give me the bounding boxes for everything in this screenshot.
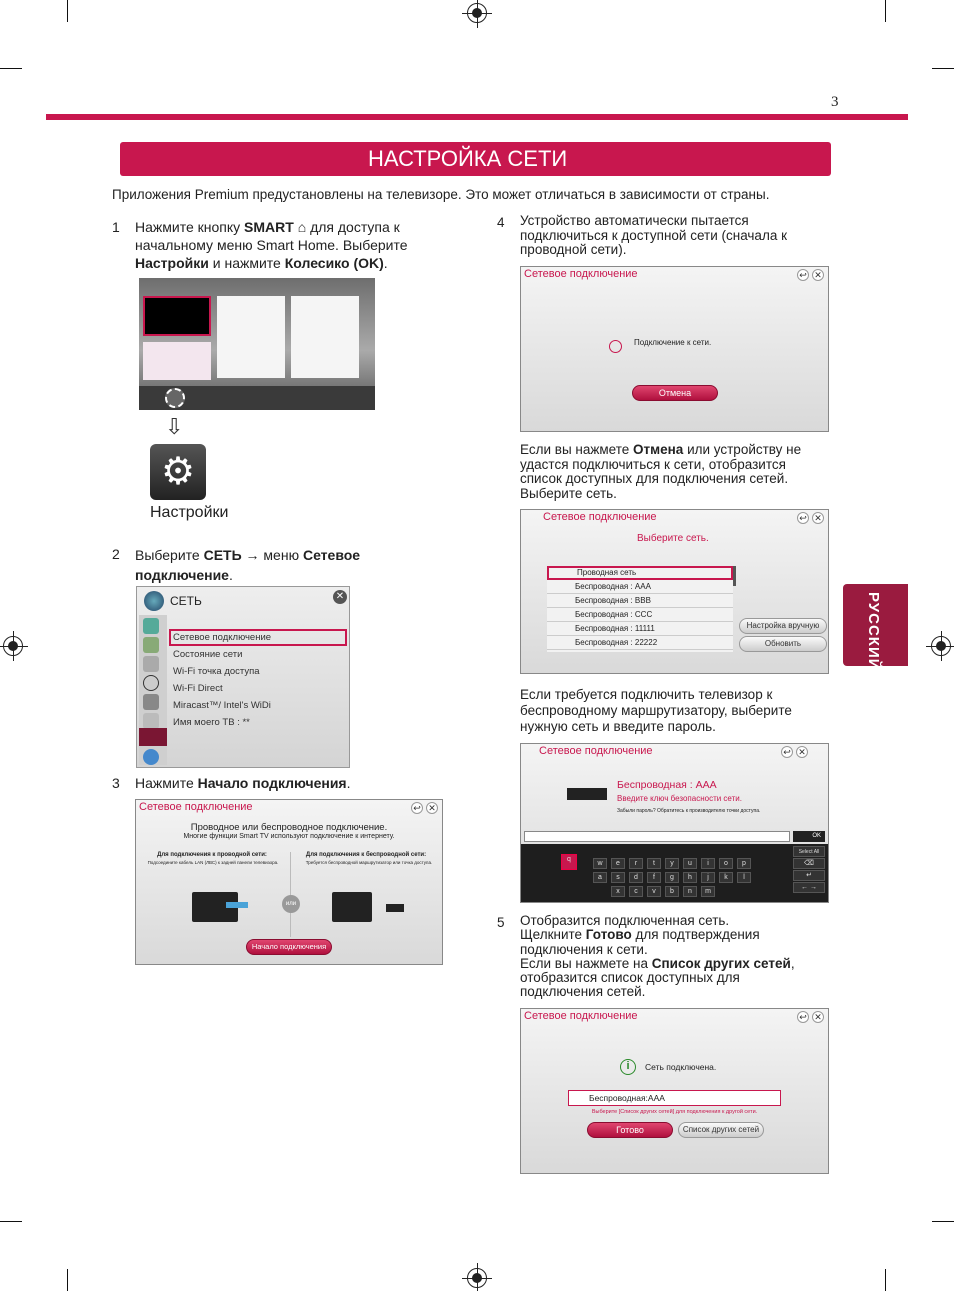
step3-t1: Нажмите (135, 775, 198, 791)
sound-icon[interactable] (143, 637, 159, 653)
step1-t3: и нажмите (208, 255, 285, 271)
step1-line2: начальному меню Smart Home. Выберите (135, 237, 408, 253)
other-networks-button[interactable]: Список других сетей (678, 1122, 764, 1138)
panel-title: СЕТЬ (170, 594, 202, 608)
spinner-icon (609, 340, 622, 353)
window-controls (781, 746, 808, 758)
key-q[interactable]: q (561, 854, 577, 870)
step2-b1: СЕТЬ (203, 547, 242, 563)
key[interactable]: l (737, 872, 751, 883)
step3-number: 3 (112, 775, 120, 791)
crop-mark (932, 1221, 954, 1222)
ok-key-label: OK (812, 833, 821, 839)
window-controls (797, 269, 824, 281)
registration-mark-icon (467, 1268, 487, 1288)
step1-number: 1 (112, 219, 120, 235)
smart-key-label: SMART (244, 219, 294, 235)
start-connection-button[interactable]: Начало подключения (246, 939, 332, 955)
globe-icon (144, 591, 164, 611)
step4-line: Устройство автоматически пытается (520, 213, 749, 228)
connection-heading: Проводное или беспроводное подключение. (190, 822, 388, 833)
p2-line: Выберите сеть. (520, 485, 617, 501)
step1-b1: Настройки (135, 255, 209, 271)
help-icon[interactable] (143, 749, 159, 765)
registration-mark-icon (931, 636, 951, 656)
forgot-text: Забыли пароль? Обратитесь к производителю точки доступа. (617, 808, 761, 814)
key[interactable]: t (647, 858, 661, 869)
p3-line: Если требуется подключить телевизор к (520, 687, 773, 702)
network-menu-panel (136, 586, 350, 768)
enter-key[interactable]: ↵ (793, 870, 825, 881)
network-row[interactable]: Беспроводная : AAA (547, 580, 733, 594)
key[interactable]: u (683, 858, 697, 869)
registration-mark-icon (467, 3, 487, 23)
connecting-window (520, 266, 829, 432)
list-scrollbar[interactable] (733, 566, 736, 586)
key[interactable]: f (647, 872, 661, 883)
p2-t1: Если вы нажмете (520, 442, 634, 457)
channel-icon[interactable] (143, 656, 159, 672)
back-icon[interactable]: ↩ (411, 802, 423, 814)
language-tab-label: РУССКИЙ (865, 592, 882, 671)
step2-b2: Сетевое (302, 547, 361, 563)
network-row-wired[interactable]: Проводная сеть (547, 566, 733, 580)
or-badge: или (282, 895, 300, 913)
key[interactable]: r (629, 858, 643, 869)
window-controls (797, 512, 824, 524)
back-icon[interactable]: ↩ (781, 746, 793, 758)
step2-t1: Выберите (135, 547, 204, 563)
network-row[interactable]: Беспроводная : BBB (547, 594, 733, 608)
window-title: Сетевое подключение (524, 1010, 638, 1022)
cancel-button[interactable]: Отмена (632, 385, 718, 401)
network-category[interactable] (139, 728, 167, 746)
page-title: НАСТРОЙКА СЕТИ (120, 142, 831, 176)
select-all-label: Select All (798, 849, 820, 855)
key[interactable]: v (647, 886, 661, 897)
home-icon: ⌂ (297, 219, 307, 235)
page-number: 3 (831, 94, 839, 110)
premium-card (143, 342, 211, 380)
key[interactable]: d (629, 872, 643, 883)
key[interactable]: e (611, 858, 625, 869)
wifi-heading: Для подключения к беспроводной сети: (305, 852, 427, 858)
menu-item-tv-name[interactable]: Имя моего ТВ : ** (173, 717, 250, 728)
step3-text (135, 774, 435, 792)
key[interactable]: h (683, 872, 697, 883)
p2-b1: Отмена (633, 442, 684, 457)
step1-t1: Нажмите кнопку (135, 219, 245, 235)
info-icon: i (620, 1059, 636, 1075)
down-arrow-icon: ⇩ (165, 414, 184, 439)
key[interactable]: x (611, 886, 625, 897)
key[interactable]: n (683, 886, 697, 897)
wired-heading: Для подключения к проводной сети: (157, 852, 267, 858)
key[interactable]: k (719, 872, 733, 883)
step1-text (135, 218, 435, 272)
network-row[interactable]: Беспроводная : 22222 (547, 636, 733, 650)
p3-line: нужную сеть и введите пароль. (520, 719, 716, 734)
menu-item-network-status[interactable]: Состояние сети (173, 649, 243, 660)
step4-para2 (520, 443, 840, 501)
header-rule (46, 114, 908, 120)
step5-number: 5 (497, 915, 505, 930)
step1-t2: для доступа к (306, 219, 400, 235)
network-list (547, 566, 733, 652)
menu-item-wifi-hotspot[interactable]: Wi-Fi точка доступа (173, 666, 260, 677)
close-icon[interactable]: ✕ (426, 802, 438, 814)
app-card (217, 296, 285, 378)
p2-line: список доступных для подключения сетей. (520, 471, 789, 486)
key[interactable]: y (665, 858, 679, 869)
step4-para3 (520, 687, 840, 735)
close-icon[interactable]: ✕ (796, 746, 808, 758)
ok-key[interactable] (793, 831, 825, 842)
step5-line: отобразится список доступных для (520, 970, 740, 986)
wifi-text: Требуется беспроводной маршрутизатор или точка доступа. (305, 860, 433, 865)
key[interactable]: s (611, 872, 625, 883)
app-card (291, 296, 359, 378)
option-icon[interactable] (143, 713, 159, 729)
step1-b2: Колесико (OK) (284, 255, 384, 271)
select-all-key[interactable] (793, 846, 825, 857)
time-icon[interactable] (143, 675, 159, 691)
step5-t: для подтверждения (631, 927, 760, 943)
crop-mark (885, 0, 886, 22)
network-row[interactable]: Беспроводная : 11111 (547, 622, 733, 636)
step2-number: 2 (112, 546, 120, 562)
password-input[interactable] (524, 831, 790, 842)
key[interactable]: b (665, 886, 679, 897)
step5-t: Щелкните (520, 927, 586, 943)
tv-wifi-image (332, 892, 372, 922)
p2-line: удастся подключиться к сети, отобразится (520, 456, 786, 472)
connected-network-name: Беспроводная:AAA (589, 1093, 665, 1103)
connected-text: Сеть подключена. (645, 1062, 717, 1072)
connected-window (520, 1008, 829, 1174)
lock-icon[interactable] (143, 694, 159, 710)
picture-icon[interactable] (143, 618, 159, 634)
live-tv-card (143, 296, 211, 336)
key[interactable]: p (737, 858, 751, 869)
step2-b3: подключение (135, 567, 229, 583)
key[interactable]: o (719, 858, 733, 869)
step5-text (520, 914, 840, 1000)
window-controls (797, 1011, 824, 1023)
network-name: Беспроводная : AAA (617, 779, 717, 791)
crop-mark (0, 68, 22, 69)
step5-t: , (790, 955, 795, 971)
key[interactable]: m (701, 886, 715, 897)
crop-mark (67, 1269, 68, 1291)
crop-mark (0, 1221, 22, 1222)
hint-text: Выберите [Список других сетей] для подключения к другой сети. (591, 1109, 758, 1115)
key[interactable]: a (593, 872, 607, 883)
connection-type-window (135, 799, 443, 965)
window-title: Сетевое подключение (524, 268, 638, 280)
enter-key-text: Введите ключ безопасности сети. (617, 794, 742, 803)
network-row[interactable]: Беспроводная : CCC (547, 608, 733, 622)
key[interactable]: g (665, 872, 679, 883)
close-icon[interactable]: ✕ (812, 269, 824, 281)
key[interactable]: w (593, 858, 607, 869)
key[interactable]: i (701, 858, 715, 869)
menu-item-miracast[interactable]: Miracast™/ Intel's WiDi (173, 700, 271, 711)
step4-line: проводной сети). (520, 242, 627, 257)
step1-t4: . (383, 255, 388, 271)
settings-launcher-icon[interactable] (165, 388, 185, 408)
done-button[interactable]: Готово (587, 1122, 673, 1138)
step5-line: подключения к сети. (520, 941, 648, 957)
step2-t2: → меню (241, 547, 303, 563)
step2-text (135, 545, 435, 585)
settings-label: Настройки (150, 504, 229, 521)
step5-t: Если вы нажмете на (520, 955, 652, 971)
step3-t2: . (346, 775, 351, 791)
window-controls (411, 802, 438, 814)
connecting-text: Подключение к сети. (634, 338, 712, 347)
backspace-key[interactable]: ⌫ (793, 858, 825, 869)
network-list-window (520, 509, 829, 674)
key[interactable]: j (701, 872, 715, 883)
refresh-button[interactable]: Обновить (739, 636, 827, 652)
step5-line: подключения сетей. (520, 984, 646, 1000)
intro-text: Приложения Premium предустановлены на телевизоре. Это может отличаться в зависимости от страны. (112, 187, 770, 202)
router-image (567, 788, 607, 800)
p3-line: беспроводному маршрутизатору, выберите (520, 703, 792, 718)
step2-t3: . (228, 567, 233, 583)
manual-setup-button[interactable]: Настройка вручную (739, 618, 827, 634)
window-title: Сетевое подключение (539, 745, 653, 757)
window-title: Сетевое подключение (139, 801, 253, 813)
arrow-keys[interactable]: ← → (793, 882, 825, 893)
crop-mark (885, 1269, 886, 1291)
close-icon[interactable]: ✕ (333, 590, 347, 604)
key[interactable]: c (629, 886, 643, 897)
choose-network-text: Выберите сеть. (637, 533, 709, 544)
crop-mark (932, 68, 954, 69)
step4-line: подключиться к доступной сети (сначала к (520, 227, 787, 243)
back-icon[interactable]: ↩ (797, 269, 809, 281)
menu-item-wifi-direct[interactable]: Wi-Fi Direct (173, 683, 223, 694)
p2-t2: или устройству не (683, 442, 802, 457)
connected-network-box[interactable] (568, 1090, 781, 1106)
password-window (520, 743, 829, 903)
crop-mark (67, 0, 68, 22)
menu-item-network-connection[interactable]: Сетевое подключение (173, 632, 272, 643)
back-icon[interactable]: ↩ (797, 1011, 809, 1023)
router-icon (386, 904, 404, 912)
window-title: Сетевое подключение (543, 511, 657, 523)
step4-text (520, 214, 840, 258)
smart-home-screen (139, 278, 375, 410)
step3-b1: Начало подключения (197, 775, 347, 791)
step5-b: Список других сетей (651, 955, 791, 971)
close-icon[interactable]: ✕ (812, 512, 824, 524)
close-icon[interactable]: ✕ (812, 1011, 824, 1023)
back-icon[interactable]: ↩ (797, 512, 809, 524)
wired-text: Подсоедините кабель LAN (ЛВС) к задней панели телевизора. (147, 860, 279, 865)
registration-mark-icon (3, 636, 23, 656)
connection-subheading: Многие функции Smart TV используют подключение к интернету. (183, 833, 395, 840)
step5-line: Отобразится подключенная сеть. (520, 913, 730, 928)
gear-icon[interactable]: ⚙ (150, 444, 206, 500)
step5-b: Готово (585, 927, 632, 943)
lan-cable-icon (226, 902, 248, 908)
step4-number: 4 (497, 215, 505, 230)
language-tab (843, 584, 908, 671)
